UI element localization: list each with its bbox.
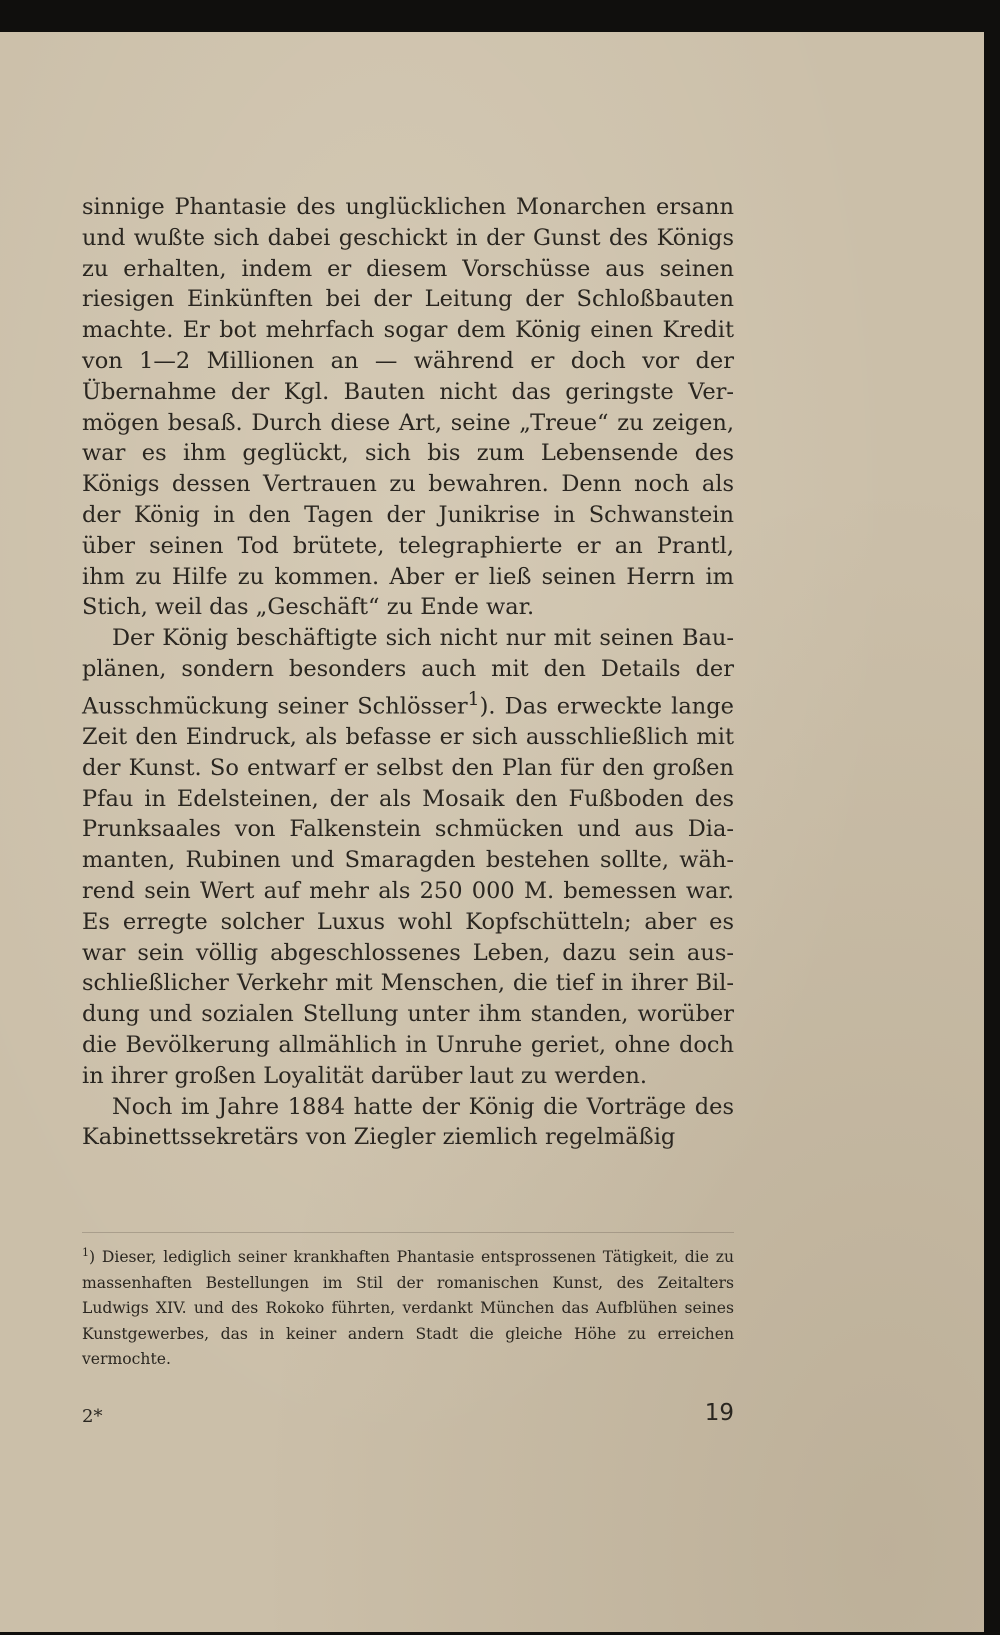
footnote <box>82 1240 734 1373</box>
footnote-marker: 1 <box>82 1246 89 1259</box>
paragraph-2-text-start: Der König beschäftigte sich nicht nur mit seinen Bauplänen, sondern besonders auch mit den Details der Ausschmückung seiner Schlösser <box>82 625 734 720</box>
footnote-text: Dieser, lediglich seiner krankhaften Phantasie entsprossenen Tätigkeit, die zu massenhaften Bestellungen im Stil der romanischen Kunst, des Zeitalters Ludwigs XIV. und des Rokoko führten, verdankt München das Aufblühen seines Kunstgewerbes, das in keiner andern Stadt die gleiche Höhe zu erreichen vermochte. <box>82 1248 734 1369</box>
page-number: 19 <box>704 1400 734 1426</box>
footnote-reference: 1 <box>467 688 480 710</box>
paragraph-2 <box>82 623 734 1091</box>
body-text <box>82 192 734 1153</box>
book-page <box>0 32 984 1632</box>
footnote-divider <box>82 1232 734 1233</box>
paragraph-3: Noch im Jahre 1884 hatte der König die Vorträge des Kabinettssekretärs von Ziegler ziemlich regelmäßig <box>82 1093 734 1151</box>
paragraph-2-text-end: ). Das erweckte lange Zeit den Eindruck, als befasse er sich ausschließlich mit der Kunst. So entwarf er selbst den Plan für den großen Pfau in Edelsteinen, der als Mosaik den Fußboden des Prunksaales von Falkenstein schmücken und aus Diamanten, Rubinen und Smaragden bestehen sollte, während sein Wert auf mehr als 250 000 M. bemessen war. Es erregte solcher Luxus wohl Kopfschütteln; aber es war sein völlig abgeschlossenes Leben, dazu sein ausschließlicher Verkehr mit Menschen, die tief in ihrer Bildung und sozialen Stellung unter ihm standen, worüber die Bevölkerung allmählich in Unruhe geriet, ohne doch in ihrer großen Loyalität darüber laut zu werden. <box>82 693 734 1089</box>
paragraph-1: sinnige Phantasie des unglücklichen Monarchen ersann und wußte sich dabei geschickt in der Gunst des Königs zu erhalten, indem er diesem Vorschüsse aus seinen riesigen Einkünften bei der Leitung der Schloßbauten machte. Er bot mehrfach sogar dem König einen Kredit von 1—2 Millionen an — während er doch vor der Übernahme der Kgl. Bauten nicht das geringste Vermögen besaß. Durch diese Art, seine „Treue“ zu zeigen, war es ihm geglückt, sich bis zum Lebensende des Königs dessen Vertrauen zu bewahren. Denn noch als der König in den Tagen der Junikrise in Schwanstein über seinen Tod brütete, telegraphierte er an Prantl, ihm zu Hilfe zu kommen. Aber er ließ seinen Herrn im Stich, weil das „Geschäft“ zu Ende war. <box>82 194 734 621</box>
footnote-marker-suffix: ) <box>89 1248 96 1267</box>
sheet-signature: 2* <box>82 1406 103 1427</box>
